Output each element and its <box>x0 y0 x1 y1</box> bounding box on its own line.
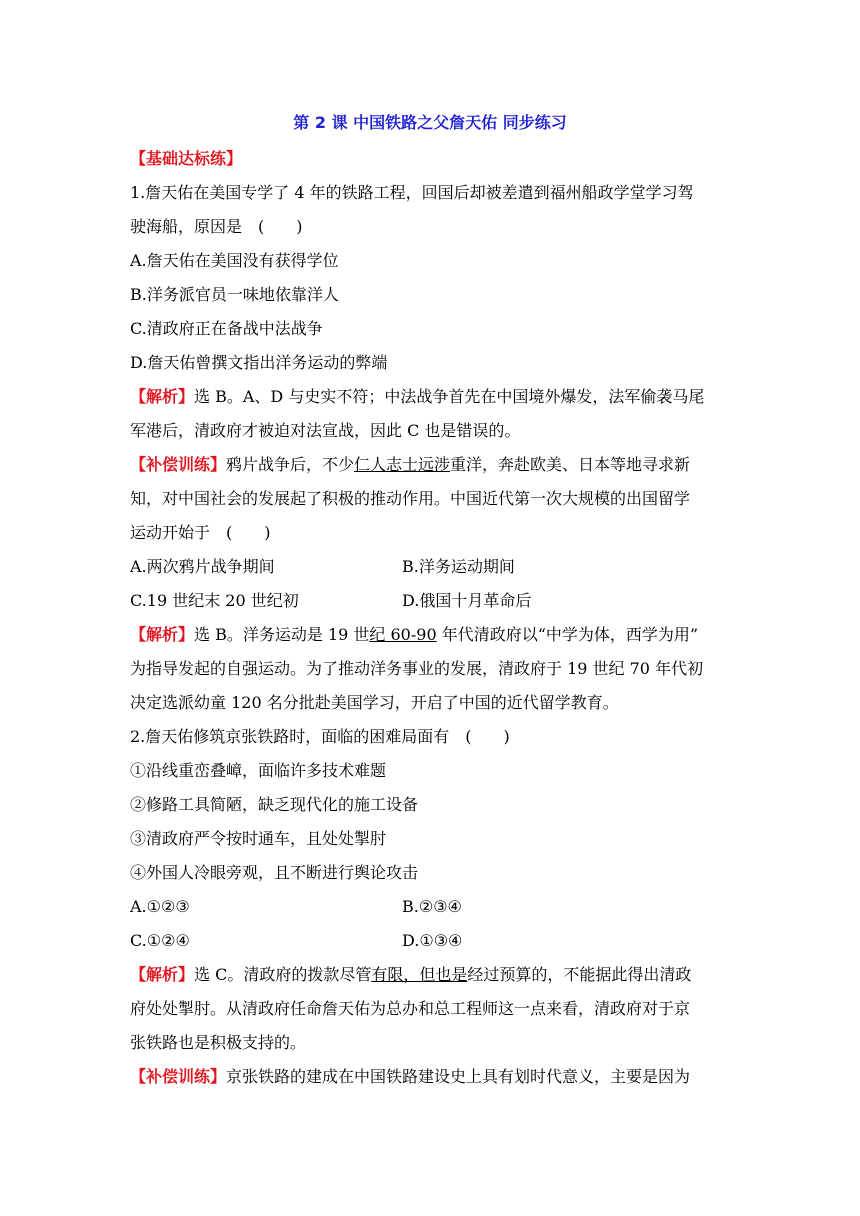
comp1-option-a: A.两次鸦片战争期间 <box>130 557 275 576</box>
comp2-stem-line-1 <box>130 1060 735 1094</box>
q2-analysis-line-3: 张铁路也是积极支持的。 <box>130 1033 307 1052</box>
q2-analysis-line-1 <box>130 958 735 992</box>
comp1-text-pre: 鸦片战争后，不少 <box>226 455 355 474</box>
q2-stem-line-1: 2.詹天佑修筑京张铁路时，面临的困难局面有 ( ) <box>130 727 510 746</box>
q1-analysis-text: 选 B。A、D 与史实不符；中法战争首先在中国境外爆发，法军偷袭马尾 <box>194 387 705 406</box>
comp1-option-b: B.洋务运动期间 <box>402 557 515 576</box>
q2-option-a: A.①②③ <box>130 897 190 916</box>
q2-options-row-1 <box>130 890 735 924</box>
comp1-stem-line-1 <box>130 448 735 482</box>
comp1-analysis-post: 年代清政府以“中学为体，西学为用” <box>436 625 699 644</box>
q2-option-b: B.②③④ <box>402 897 462 916</box>
comp1-text-post: 重洋，奔赴欧美、日本等地寻求新 <box>450 455 691 474</box>
q2-analysis-tag: 【解析】 <box>130 965 195 984</box>
q1-analysis-line-2: 军港后，清政府才被迫对法宣战，因此 C 也是错误的。 <box>130 421 521 440</box>
q1-option-c: C.清政府正在备战中法战争 <box>130 319 323 338</box>
comp1-analysis-tag: 【解析】 <box>130 625 195 644</box>
q2-option-d: D.①③④ <box>402 931 463 950</box>
comp1-analysis-underlined: 纪 60-90 <box>369 625 437 644</box>
q1-analysis-tag: 【解析】 <box>130 387 195 406</box>
q2-item-4: ④外国人冷眼旁观，且不断进行舆论攻击 <box>130 863 419 882</box>
comp1-option-c: C.19 世纪末 20 世纪初 <box>130 591 299 610</box>
comp1-analysis-line-2: 为指导发起的自强运动。为了推动洋务事业的发展，清政府于 19 世纪 70 年代初 <box>130 659 704 678</box>
q1-stem-line-1: 1.詹天佑在美国专学了 4 年的铁路工程，回国后却被差遣到福州船政学堂学习驾 <box>130 183 694 202</box>
q1-stem-line-2: 驶海船，原因是 ( ) <box>130 217 303 236</box>
q1-option-d: D.詹天佑曾撰文指出洋务运动的弊端 <box>130 353 388 372</box>
q2-option-c: C.①②④ <box>130 931 190 950</box>
comp1-options-row-1 <box>130 550 735 584</box>
q2-analysis-underlined: 有限，但也是 <box>371 965 468 984</box>
comp2-tag: 【补偿训练】 <box>130 1067 227 1086</box>
section-heading-basic: 【基础达标练】 <box>130 149 243 168</box>
comp1-analysis-pre: 选 B。洋务运动是 19 世 <box>194 625 370 644</box>
comp2-text: 京张铁路的建成在中国铁路建设史上具有划时代意义，主要是因为 <box>226 1067 691 1086</box>
page-title: 第 2 课 中国铁路之父詹天佑 同步练习 <box>293 113 567 132</box>
q1-analysis-line-1 <box>130 380 735 414</box>
comp1-option-d: D.俄国十月革命后 <box>402 591 532 610</box>
q1-option-a: A.詹天佑在美国没有获得学位 <box>130 251 339 270</box>
q1-option-b: B.洋务派官员一味地依靠洋人 <box>130 285 339 304</box>
q2-options-row-2 <box>130 924 735 958</box>
q2-analysis-post: 经过预算的，不能据此得出清政 <box>467 965 692 984</box>
q2-item-2: ②修路工具简陋，缺乏现代化的施工设备 <box>130 795 419 814</box>
q2-item-3: ③清政府严令按时通车，且处处掣肘 <box>130 829 387 848</box>
comp1-stem-line-2: 知，对中国社会的发展起了积极的推动作用。中国近代第一次大规模的出国留学 <box>130 489 691 508</box>
comp1-text-underlined: 仁人志士远涉 <box>354 455 451 474</box>
comp1-stem-line-3: 运动开始于 ( ) <box>130 523 271 542</box>
q2-item-1: ①沿线重峦叠嶂，面临许多技术难题 <box>130 761 387 780</box>
comp1-tag: 【补偿训练】 <box>130 455 227 474</box>
comp1-analysis-line-1 <box>130 618 735 652</box>
comp1-analysis-line-3: 决定选派幼童 120 名分批赴美国学习，开启了中国的近代留学教育。 <box>130 693 619 712</box>
exercise-content <box>130 142 735 1094</box>
q2-analysis-line-2: 府处处掣肘。从清政府任命詹天佑为总办和总工程师这一点来看，清政府对于京 <box>130 999 691 1018</box>
q2-analysis-pre: 选 C。清政府的拨款尽管 <box>194 965 372 984</box>
comp1-options-row-2 <box>130 584 735 618</box>
